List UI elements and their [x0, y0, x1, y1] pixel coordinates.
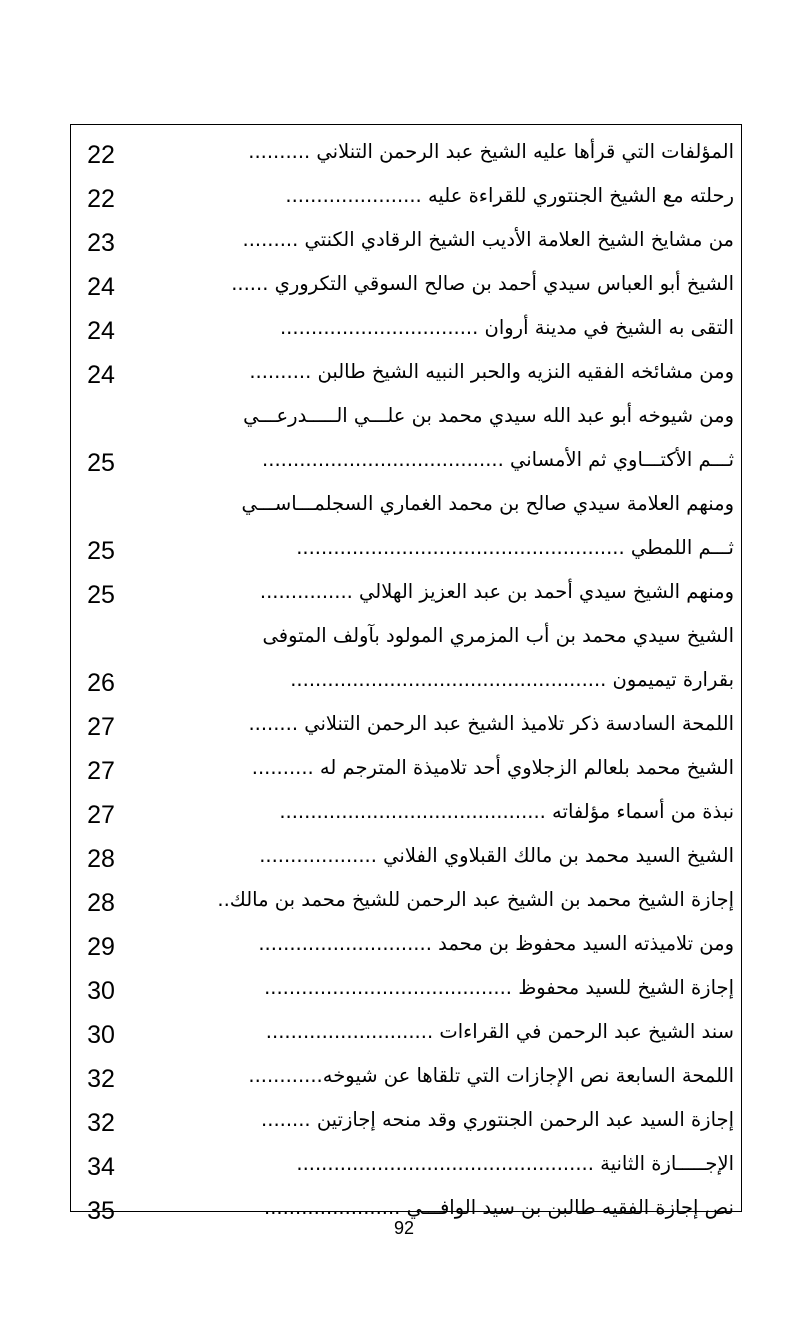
toc-page-number: 24: [87, 361, 115, 389]
toc-entry: [140, 702, 734, 746]
toc-entry-line: رحلته مع الشيخ الجنتوري للقراءة عليه ......................: [285, 184, 734, 207]
toc-entry: [140, 1098, 734, 1142]
toc-entry-line: نبذة من أسماء مؤلفاته ...........................................: [279, 800, 734, 823]
toc-entry-line: ومن شيوخه أبو عبد الله سيدي محمد بن علـــي الـــــدرعـــي: [243, 404, 734, 427]
toc-page-number: 24: [87, 273, 115, 301]
toc-entry: [140, 922, 734, 966]
toc-entry-line: بقرارة تيميمون ...................................................: [290, 668, 734, 691]
toc-entry: [140, 218, 734, 262]
toc-entry-line: الشيخ أبو العباس سيدي أحمد بن صالح السوقي التكروري ......: [231, 272, 734, 295]
toc-page-number: 23: [87, 229, 115, 257]
toc-entry: [140, 1142, 734, 1186]
toc-page-number: 30: [87, 1021, 115, 1049]
toc-entry-line: إجازة السيد عبد الرحمن الجنتوري وقد منحه إجازتين ........: [261, 1108, 734, 1131]
toc-page-number: 27: [87, 757, 115, 785]
toc-entry: [140, 614, 734, 702]
toc-page-number: 30: [87, 977, 115, 1005]
toc-entry-line: ثـــم اللمطي .....................................................: [296, 536, 734, 559]
toc-entry-line: الشيخ محمد بلعالم الزجلاوي أحد تلاميذة المترجم له ..........: [251, 756, 734, 779]
toc-entry-line: سند الشيخ عبد الرحمن في القراءات ...........................: [265, 1020, 734, 1043]
toc-page-number: 22: [87, 141, 115, 169]
toc-entry-line: التقى به الشيخ في مدينة أروان ................................: [279, 316, 734, 339]
toc-entry-line: ومنهم الشيخ سيدي أحمد بن عبد العزيز الهلالي ...............: [259, 580, 734, 603]
toc-page-number: 35: [87, 1197, 115, 1225]
toc-entry: [140, 482, 734, 570]
toc-entry-line: إجازة الشيخ محمد بن الشيخ عبد الرحمن للشيخ محمد بن مالك..: [217, 888, 734, 911]
toc-entry-line: ومنهم العلامة سيدي صالح بن محمد الغماري السجلمـــاســـي: [241, 492, 734, 515]
toc-entry-line: المؤلفات التي قرأها عليه الشيخ عبد الرحمن التنلاني ..........: [248, 140, 734, 163]
toc-page-number: 28: [87, 845, 115, 873]
toc-page-number: 32: [87, 1065, 115, 1093]
footer-page-number: 92: [393, 1218, 415, 1238]
toc-page-number: 29: [87, 933, 115, 961]
toc-entry-line: الإجـــــازة الثانية ................................................: [296, 1152, 734, 1175]
toc-entry: [140, 394, 734, 482]
toc-page-number: 25: [87, 581, 115, 609]
toc-entry: [140, 262, 734, 306]
toc-page-number: 27: [87, 801, 115, 829]
toc-entry: [140, 966, 734, 1010]
toc-entry: [140, 878, 734, 922]
toc-entry: [140, 350, 734, 394]
toc-entry-line: اللمحة السادسة ذكر تلاميذ الشيخ عبد الرحمن التنلاني ........: [248, 712, 734, 735]
toc-entry: [140, 1010, 734, 1054]
toc-page-number: 25: [87, 537, 115, 565]
toc-entry: [140, 746, 734, 790]
toc-entry: [140, 306, 734, 350]
toc-entry: [140, 174, 734, 218]
toc-entry-line: الشيخ سيدي محمد بن أب المزمري المولود بآولف المتوفى: [262, 624, 734, 647]
toc-page-number: 22: [87, 185, 115, 213]
toc-page-number: 25: [87, 449, 115, 477]
toc-entry-line: الشيخ السيد محمد بن مالك القبلاوي الفلاني ...................: [259, 844, 734, 867]
toc-entry-line: إجازة الشيخ للسيد محفوظ ........................................: [264, 976, 734, 999]
toc-entry: [140, 1054, 734, 1098]
toc-page-number: 26: [87, 669, 115, 697]
toc-entry: [140, 130, 734, 174]
toc-entry-line: نص إجازة الفقيه طالبن بن سيد الوافـــي ......................: [264, 1196, 734, 1219]
toc-entry-line: ثـــم الأكتـــاوي ثم الأمساني .......................................: [262, 448, 734, 471]
toc-entry-line: ومن مشائخه الفقيه النزيه والحبر النبيه الشيخ طالبن ..........: [249, 360, 734, 383]
toc-entry: [140, 790, 734, 834]
toc-page-number: 28: [87, 889, 115, 917]
toc-entry-line: اللمحة السابعة نص الإجازات التي تلقاها عن شيوخه............: [248, 1064, 734, 1087]
toc-entry: [140, 570, 734, 614]
toc-page-number: 32: [87, 1109, 115, 1137]
toc-entry-line: من مشايخ الشيخ العلامة الأديب الشيخ الرقادي الكنتي .........: [242, 228, 734, 251]
toc-page-number: 27: [87, 713, 115, 741]
toc-page-number: 24: [87, 317, 115, 345]
toc-page-number: 34: [87, 1153, 115, 1181]
toc-entry: [140, 834, 734, 878]
toc-entry-line: ومن تلاميذته السيد محفوظ بن محمد ............................: [258, 932, 734, 955]
